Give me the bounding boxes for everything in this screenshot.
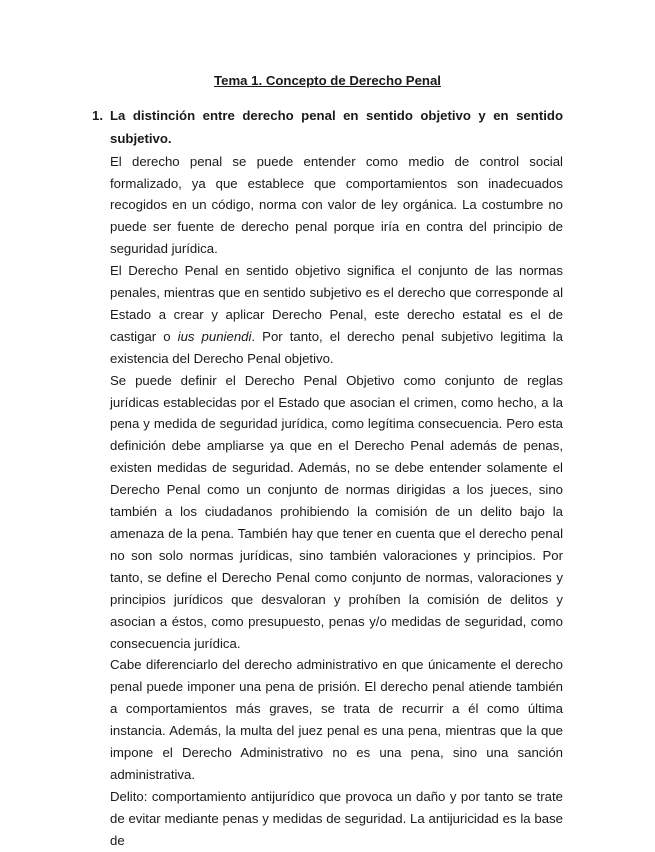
section-body xyxy=(92,151,563,852)
paragraph-objetivo-subjetivo xyxy=(110,260,563,370)
paragraph-objetivo-subjetivo-text: El Derecho Penal en sentido objetivo significa el conjunto de las normas penales, mientras que en sentido subjetivo es el derecho que corresponde al Estado a crear y aplicar Derecho Penal, este derecho estatal es el de castigar o xyxy=(110,263,563,344)
section-1 xyxy=(92,105,563,852)
section-heading-text: La distinción entre derecho penal en sentido objetivo y en sentido subjetivo. xyxy=(110,108,563,146)
section-heading xyxy=(92,105,563,151)
page-title: Tema 1. Concepto de Derecho Penal xyxy=(214,73,441,88)
paragraph-delito: Delito: comportamiento antijurídico que provoca un daño y por tanto se trate de evitar mediante penas y medidas de seguridad. La antijuricidad es la base de xyxy=(110,788,563,848)
ius-puniendi-term: ius puniendi xyxy=(177,328,252,344)
paragraph-objetivo-subjetivo-end: . Por tanto, el derecho penal subjetivo legitima la existencia del Derecho Penal objetivo. xyxy=(110,328,563,366)
paragraph-definicion: Se puede definir el Derecho Penal Objetivo como conjunto de reglas jurídicas establecidas por el Estado que asocian el crimen, como hecho, a la pena y medida de seguridad jurídica, como legítima consecuencia. Pero esta definición debe ampliarse ya que en el Derecho Penal además de penas, existen medidas de seguridad. Además, no se debe entender solamente el Derecho Penal como un conjunto de normas dirigidas a los jueces, sino también a los ciudadanos prohibiendo la comisión de un delito bajo la amenaza de la pena. También hay que tener en cuenta que el derecho penal no son solo normas jurídicas, sino también valoraciones y principios. Por tanto, se define el Derecho Penal como conjunto de normas, valoraciones y principios jurídicos que desvaloran y prohíben la comisión de delitos y asocian a éstos, como presupuesto, penas y/o medidas de seguridad, como consecuencia jurídica. xyxy=(110,372,563,651)
paragraph-administrativo: Cabe diferenciarlo del derecho administrativo en que únicamente el derecho penal puede imponer una pena de prisión. El derecho penal atiende también a comportamientos más graves, se trata de recurrir a él como última instancia. Además, la multa del juez penal es una pena, mientras que la que impone el Derecho Administrativo no es una pena, sino una sanción administrativa. xyxy=(110,657,563,782)
paragraph-control-social: El derecho penal se puede entender como medio de control social formalizado, ya que establece que comportamientos son inadecuados recogidos en un código, norma con valor de ley orgánica. La costumbre no puede ser fuente de derecho penal porque iría en contra del principio de seguridad jurídica. xyxy=(110,153,563,257)
section-number: 1. xyxy=(92,108,103,123)
